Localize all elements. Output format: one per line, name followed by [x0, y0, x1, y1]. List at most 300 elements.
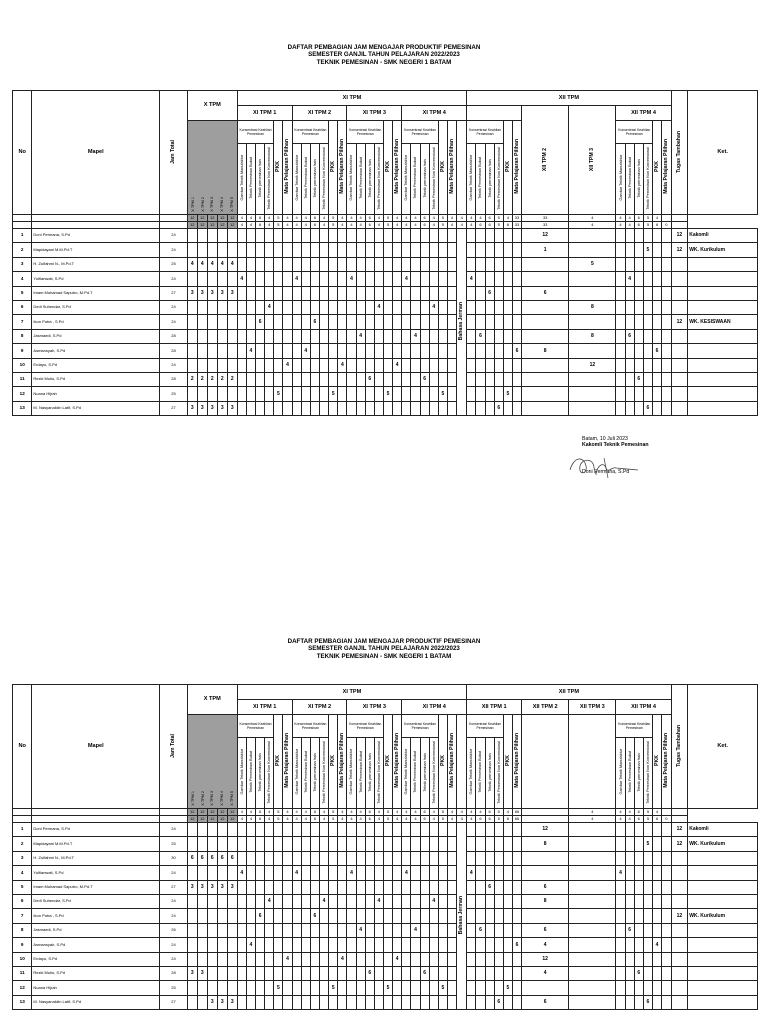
- hours-cell: [393, 387, 402, 401]
- jam-total: 24: [160, 909, 188, 923]
- hours-cell: 8: [569, 329, 616, 343]
- hours-cell: 6: [365, 372, 374, 386]
- hours-cell: [429, 981, 438, 995]
- hours-cell: [320, 938, 329, 952]
- subtotal-cell: 4: [569, 215, 616, 222]
- hours-cell: [512, 358, 521, 372]
- hours-cell: [338, 880, 347, 894]
- hours-cell: [197, 300, 207, 314]
- hours-cell: [634, 837, 643, 851]
- hours-cell: [438, 866, 447, 880]
- hours-cell: [265, 243, 274, 257]
- ket-cell: [688, 938, 758, 952]
- hours-cell: [420, 995, 429, 1009]
- hours-cell: [283, 401, 292, 415]
- hours-cell: [447, 387, 456, 401]
- hours-cell: [329, 938, 338, 952]
- ket-cell: [688, 300, 758, 314]
- teacher-row: [13, 966, 758, 980]
- subtotal-cell: [522, 816, 569, 823]
- subject-header: [429, 144, 438, 215]
- hours-cell: [374, 823, 383, 837]
- hours-cell: [356, 387, 365, 401]
- hours-cell: [197, 243, 207, 257]
- hours-cell: [383, 329, 392, 343]
- teacher-row: [13, 894, 758, 908]
- hours-cell: 4: [292, 866, 301, 880]
- hours-cell: [467, 372, 476, 386]
- mapel-pilihan-label: Mata Pelajaran Pilihan: [448, 733, 455, 789]
- hours-cell: [197, 981, 207, 995]
- subtotal-cell: 4: [467, 809, 476, 816]
- subject-header: [246, 738, 255, 809]
- hours-cell: [320, 880, 329, 894]
- hours-cell: [411, 981, 420, 995]
- subtotal-cell: 4: [402, 215, 411, 222]
- subtotal-cell: 5: [643, 809, 652, 816]
- vertical-label: Teknik Pemesinan Non Konvensional: [322, 146, 327, 210]
- teacher-name: Rezki Mulio, S.Pd: [32, 372, 160, 386]
- hours-cell: [494, 329, 503, 343]
- teacher-row: [13, 329, 758, 343]
- hours-cell: [643, 909, 652, 923]
- hours-cell: 6: [420, 966, 429, 980]
- subtotal-cell: 4: [467, 816, 476, 823]
- hours-cell: [569, 981, 616, 995]
- subtotal-cell: 12: [217, 215, 227, 222]
- teacher-name: Rezki Mulio, S.Pd: [32, 966, 160, 980]
- hours-cell: [310, 272, 319, 286]
- jam-total: 27: [160, 995, 188, 1009]
- subtotal-cell: 4: [402, 816, 411, 823]
- hours-cell: 6: [310, 315, 319, 329]
- hours-cell: [512, 823, 521, 837]
- hours-cell: [467, 257, 476, 271]
- hours-cell: [187, 229, 197, 243]
- hours-cell: [643, 923, 652, 937]
- hours-cell: [447, 372, 456, 386]
- subtotal-cell: 4: [338, 215, 347, 222]
- hours-cell: [356, 995, 365, 1009]
- hours-cell: [494, 880, 503, 894]
- hours-cell: 3: [187, 966, 197, 980]
- xii-tpm-2-body: [522, 715, 569, 809]
- hours-cell: [374, 372, 383, 386]
- xii-tpm-2-header: [522, 106, 569, 215]
- hours-cell: [338, 823, 347, 837]
- hours-cell: 6: [256, 315, 265, 329]
- row-number: 9: [13, 344, 32, 358]
- hours-cell: [625, 229, 634, 243]
- hours-cell: [187, 387, 197, 401]
- hours-cell: [569, 229, 616, 243]
- hours-cell: [320, 995, 329, 1009]
- hours-cell: [338, 866, 347, 880]
- subject-header: [237, 738, 246, 809]
- hours-cell: [301, 894, 310, 908]
- hours-cell: [256, 243, 265, 257]
- hours-cell: 3: [187, 286, 197, 300]
- hours-cell: 4: [265, 300, 274, 314]
- subtotal-cell: 5: [274, 215, 283, 222]
- hours-cell: 6: [625, 329, 634, 343]
- subtotal-cell: 4: [503, 809, 512, 816]
- hours-cell: 6: [522, 995, 569, 1009]
- hours-cell: [569, 938, 616, 952]
- subtotal-cell: 4: [292, 222, 301, 229]
- hours-cell: [292, 300, 301, 314]
- ket-cell: [688, 966, 758, 980]
- hours-cell: [217, 329, 227, 343]
- hours-cell: [402, 952, 411, 966]
- hours-cell: [662, 344, 671, 358]
- hours-cell: 4: [467, 866, 476, 880]
- vertical-label: Teknik Pemesinan Non Konvensional: [496, 740, 501, 804]
- subtotal-cell: 4: [411, 222, 420, 229]
- vertical-label: Teknik Pemesinan Non Konvensional: [645, 740, 650, 804]
- hours-cell: [662, 952, 671, 966]
- hours-cell: [246, 837, 255, 851]
- hours-cell: [429, 286, 438, 300]
- hours-cell: [383, 909, 392, 923]
- hours-cell: [320, 300, 329, 314]
- hours-cell: [265, 823, 274, 837]
- hours-cell: 4: [237, 866, 246, 880]
- hours-cell: [274, 880, 283, 894]
- hours-cell: [310, 938, 319, 952]
- hours-cell: [274, 851, 283, 865]
- hours-cell: [503, 243, 512, 257]
- hours-cell: [447, 272, 456, 286]
- hours-cell: [467, 851, 476, 865]
- hours-cell: [197, 387, 207, 401]
- hours-cell: [320, 315, 329, 329]
- subtotal-cell: 4: [393, 215, 402, 222]
- hours-cell: [310, 966, 319, 980]
- hours-cell: [256, 837, 265, 851]
- hours-cell: 6: [310, 909, 319, 923]
- hours-cell: [512, 257, 521, 271]
- subtotal-cell: 5: [329, 809, 338, 816]
- hours-cell: [274, 923, 283, 937]
- hours-cell: [429, 966, 438, 980]
- hours-cell: [347, 880, 356, 894]
- hours-cell: [329, 272, 338, 286]
- tugas-tambahan-cell: [671, 372, 688, 386]
- subtotal-cell: 5: [643, 816, 652, 823]
- row-number: 12: [13, 387, 32, 401]
- hours-cell: [393, 894, 402, 908]
- hours-cell: [265, 372, 274, 386]
- hours-cell: [503, 300, 512, 314]
- hours-cell: [283, 837, 292, 851]
- hours-cell: [653, 851, 662, 865]
- teacher-row: [13, 837, 758, 851]
- subtotal-cell: 4: [246, 809, 255, 816]
- hours-cell: [265, 257, 274, 271]
- hours-cell: [503, 880, 512, 894]
- hours-cell: [283, 372, 292, 386]
- hours-cell: [365, 823, 374, 837]
- hours-cell: [643, 823, 652, 837]
- hours-cell: [329, 823, 338, 837]
- hours-cell: [467, 387, 476, 401]
- hours-cell: [301, 329, 310, 343]
- hours-cell: 3: [217, 995, 227, 1009]
- hours-cell: [438, 229, 447, 243]
- hours-cell: [292, 387, 301, 401]
- bahasa-jerman-cell: [457, 229, 467, 416]
- teacher-name: Mapidayani M.M.Pd.T: [32, 837, 160, 851]
- hours-cell: 6: [476, 329, 485, 343]
- teacher-name: Dedi Suhendar, S.Pd: [32, 894, 160, 908]
- hours-cell: [292, 315, 301, 329]
- hours-cell: [310, 823, 319, 837]
- hours-cell: [411, 909, 420, 923]
- subject-header: [320, 738, 329, 809]
- hours-cell: [338, 387, 347, 401]
- hours-cell: 3: [207, 286, 217, 300]
- subject-header: [246, 144, 255, 215]
- hours-cell: [467, 966, 476, 980]
- hours-cell: [365, 315, 374, 329]
- subtotal-row: [13, 215, 758, 222]
- vertical-label: Teknik Pemesinan Non Konvensional: [645, 146, 650, 210]
- hours-cell: [420, 909, 429, 923]
- hours-cell: [494, 981, 503, 995]
- pkk-label: PKK: [653, 755, 660, 767]
- tugas-tambahan-cell: [671, 923, 688, 937]
- vertical-label: Teknik Pemesinan Non Konvensional: [376, 740, 381, 804]
- hours-cell: 6: [476, 923, 485, 937]
- hours-cell: [207, 938, 217, 952]
- hours-cell: [429, 243, 438, 257]
- hours-cell: [411, 286, 420, 300]
- hours-cell: [338, 401, 347, 415]
- hours-cell: [653, 300, 662, 314]
- hours-cell: [197, 909, 207, 923]
- hours-cell: [429, 851, 438, 865]
- pkk-header: [653, 121, 662, 215]
- hours-cell: [569, 851, 616, 865]
- mapel-pilihan-header: [447, 121, 456, 215]
- subtotal-cell: 4: [616, 215, 625, 222]
- subtotal-row: [13, 809, 758, 816]
- mapel-pilihan-label: Mata Pelajaran Pilihan: [339, 139, 346, 195]
- hours-cell: [347, 909, 356, 923]
- hours-cell: [402, 880, 411, 894]
- hours-cell: [237, 966, 246, 980]
- hours-cell: [320, 358, 329, 372]
- hours-cell: [393, 851, 402, 865]
- hours-cell: [187, 358, 197, 372]
- hours-cell: [256, 966, 265, 980]
- hours-cell: [653, 995, 662, 1009]
- teacher-row: [13, 372, 758, 386]
- hours-cell: 4: [356, 923, 365, 937]
- subtotal-cell: 4: [347, 809, 356, 816]
- hours-cell: [187, 923, 197, 937]
- subtotal-cell: 5: [438, 222, 447, 229]
- hours-cell: [485, 981, 494, 995]
- teacher-row: [13, 866, 758, 880]
- tugas-tambahan-cell: 12: [671, 823, 688, 837]
- subject-header: [411, 144, 420, 215]
- hours-cell: 4: [522, 938, 569, 952]
- subtotal-cell: 4: [411, 816, 420, 823]
- hours-cell: [522, 358, 569, 372]
- subtotal-cell: 6: [503, 816, 512, 823]
- subject-header: [467, 144, 476, 215]
- subtotal-cell: 4: [374, 809, 383, 816]
- tugas-tambahan-label: Tugas Tambahan: [676, 724, 683, 767]
- jam-total: 27: [160, 880, 188, 894]
- subtotal-cell: 4: [320, 809, 329, 816]
- hours-cell: [227, 966, 237, 980]
- hours-cell: [503, 995, 512, 1009]
- hours-cell: [522, 329, 569, 343]
- subtotal-cell: 4: [402, 222, 411, 229]
- hours-cell: [256, 257, 265, 271]
- hours-cell: [476, 344, 485, 358]
- hours-cell: [187, 938, 197, 952]
- hours-cell: [420, 272, 429, 286]
- hours-cell: [374, 837, 383, 851]
- konsentrasi-header: Konsentrasi Keahlian Pemesinan: [347, 121, 384, 144]
- mapel-pilihan-label: Mata Pelajaran Pilihan: [284, 139, 291, 195]
- mapel-pilihan-label: Mata Pelajaran Pilihan: [448, 139, 455, 195]
- hours-cell: [356, 315, 365, 329]
- hours-cell: [187, 995, 197, 1009]
- hours-cell: [625, 909, 634, 923]
- row-number: 11: [13, 372, 32, 386]
- hours-cell: [467, 823, 476, 837]
- hours-cell: [662, 300, 671, 314]
- hours-cell: [634, 243, 643, 257]
- hours-cell: 3: [197, 286, 207, 300]
- hours-cell: [246, 243, 255, 257]
- hours-cell: 6: [643, 401, 652, 415]
- hours-cell: [292, 372, 301, 386]
- subtotal-cell: 33: [512, 215, 521, 222]
- hours-cell: [246, 257, 255, 271]
- hours-cell: [237, 952, 246, 966]
- hours-cell: [402, 387, 411, 401]
- tugas-tambahan-cell: [671, 401, 688, 415]
- hours-cell: [476, 286, 485, 300]
- mapel-pilihan-header: [283, 715, 292, 809]
- hours-cell: [187, 272, 197, 286]
- teacher-name: H. Zulfahmi N., M.Pd.T: [32, 257, 160, 271]
- hours-cell: [283, 923, 292, 937]
- subtotal-cell: 12: [187, 215, 197, 222]
- teacher-name: Imam Muhamad Saputro, M.Pd.T: [32, 880, 160, 894]
- hours-cell: [438, 966, 447, 980]
- ket-cell: WK. KESISWAAN: [688, 315, 758, 329]
- hours-cell: [246, 401, 255, 415]
- hours-cell: [374, 995, 383, 1009]
- hours-cell: [447, 909, 456, 923]
- hours-cell: [338, 229, 347, 243]
- hours-cell: [347, 938, 356, 952]
- hours-cell: [411, 229, 420, 243]
- x-class-label: X TPM 5: [229, 197, 234, 212]
- x-tpm-class-area: [187, 121, 237, 215]
- hours-cell: [356, 866, 365, 880]
- hours-cell: [256, 286, 265, 300]
- hours-cell: [365, 923, 374, 937]
- subtotal-cell: 6: [365, 816, 374, 823]
- hours-cell: [237, 909, 246, 923]
- hours-cell: 2: [187, 372, 197, 386]
- hours-cell: [429, 909, 438, 923]
- hours-cell: [467, 923, 476, 937]
- x-class-label: X TPM 1: [190, 791, 195, 806]
- jam-total: 30: [160, 851, 188, 865]
- hours-cell: [494, 243, 503, 257]
- hours-cell: [616, 952, 625, 966]
- teacher-name: Asmansyah, S.Pd: [32, 938, 160, 952]
- hours-cell: [217, 272, 227, 286]
- hours-cell: [301, 866, 310, 880]
- hours-cell: 4: [320, 894, 329, 908]
- ket-cell: WK. Kurikulum: [688, 909, 758, 923]
- hours-cell: [494, 300, 503, 314]
- hours-cell: [616, 401, 625, 415]
- tugas-tambahan-cell: 12: [671, 909, 688, 923]
- subject-header: [420, 738, 429, 809]
- mapel-header: Mapel: [32, 91, 160, 215]
- vertical-label: Gambar Teknik Manufaktur: [294, 749, 299, 795]
- hours-cell: [662, 909, 671, 923]
- hours-cell: [485, 866, 494, 880]
- hours-cell: [383, 300, 392, 314]
- teacher-name: Dedi Suhendar, S.Pd: [32, 300, 160, 314]
- hours-cell: [283, 995, 292, 1009]
- hours-cell: [329, 837, 338, 851]
- hours-cell: [320, 344, 329, 358]
- hours-cell: [329, 329, 338, 343]
- hours-cell: [283, 851, 292, 865]
- hours-cell: [569, 344, 616, 358]
- subject-header: [420, 144, 429, 215]
- hours-cell: [356, 938, 365, 952]
- hours-cell: [197, 894, 207, 908]
- subtotal-cell: 4: [653, 809, 662, 816]
- teacher-row: [13, 229, 758, 243]
- hours-cell: 3: [187, 401, 197, 415]
- hours-cell: [217, 837, 227, 851]
- teacher-row: [13, 272, 758, 286]
- subtotal-cell: 6: [310, 809, 319, 816]
- hours-cell: [643, 981, 652, 995]
- hours-cell: [301, 257, 310, 271]
- hours-cell: [662, 387, 671, 401]
- hours-cell: [485, 995, 494, 1009]
- teacher-name: Asmansyah, S.Pd: [32, 344, 160, 358]
- hours-cell: [662, 372, 671, 386]
- subtotal-cell: 4: [292, 809, 301, 816]
- hours-cell: [301, 315, 310, 329]
- hours-cell: [197, 272, 207, 286]
- hours-cell: [522, 315, 569, 329]
- hours-cell: [207, 981, 217, 995]
- hours-cell: 4: [246, 938, 255, 952]
- hours-cell: [512, 894, 521, 908]
- row-number: 7: [13, 315, 32, 329]
- subject-header: [402, 144, 411, 215]
- pkk-header: [274, 715, 283, 809]
